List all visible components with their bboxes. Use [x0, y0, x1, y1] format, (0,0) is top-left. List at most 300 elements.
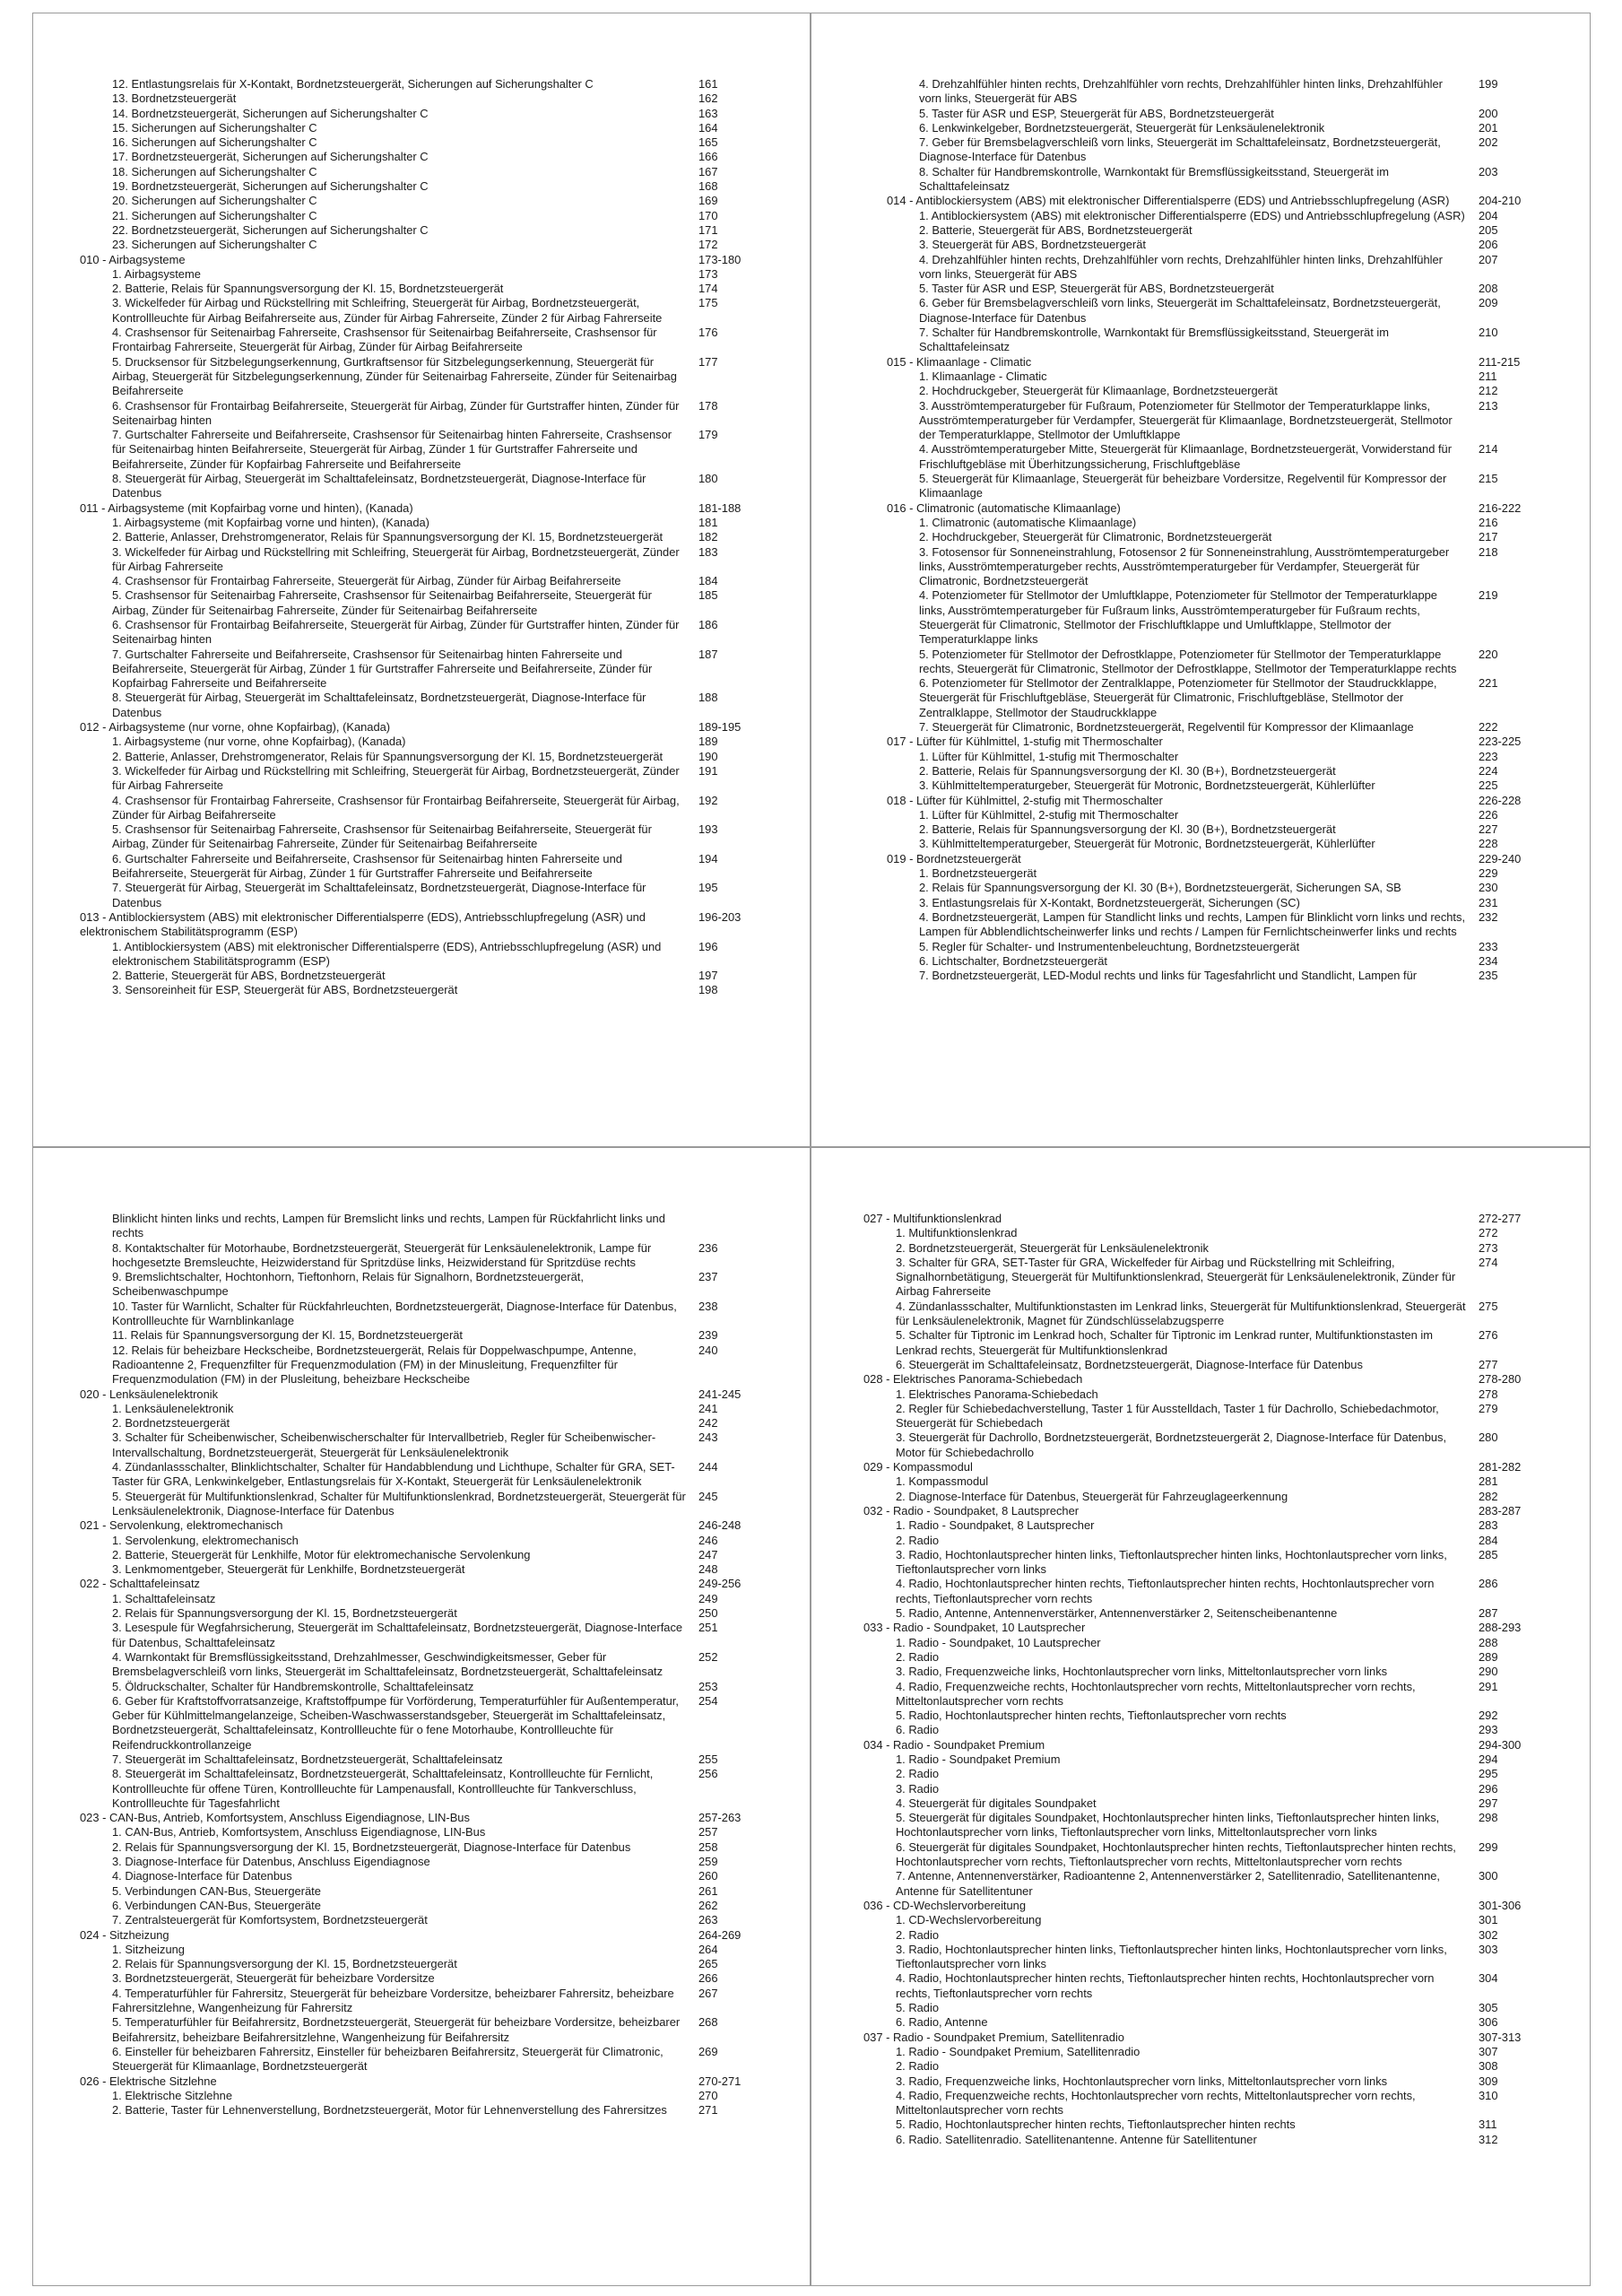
toc-entry: [887, 326, 1536, 355]
toc-entry-title: 034 - Radio - Soundpaket Premium: [863, 1737, 1045, 1752]
toc-entry: [80, 1562, 756, 1577]
toc-entry-page: 297: [1479, 1796, 1498, 1810]
toc-entry-title: 8. Steuergerät für Airbag, Steuergerät im Schalttafeleinsatz, Bordnetzsteuergerät, Diagnose-Interface für Datenbus: [112, 472, 646, 500]
toc-entry-page: 287: [1479, 1606, 1498, 1621]
toc-entry: [80, 1680, 756, 1694]
toc-entry: [80, 1241, 756, 1271]
toc-entry-page: 285: [1479, 1547, 1498, 1561]
toc-entry-title: 4. Zündanlassschalter, Multifunktionstasten im Lenkrad links, Steuergerät für Multifunktionslenkrad, Steuergerät für Lenksäulenelektronik, Magnet für Zündschlüsselabzugsperre: [896, 1299, 1466, 1328]
toc-entry-page: 236: [698, 1240, 718, 1255]
toc-entry-title: 11. Relais für Spannungsversorgung der Kl. 15, Bordnetzsteuergerät: [112, 1328, 464, 1343]
toc-entry-title: 6. Potenziometer für Stellmotor der Zentralklappe, Potenziometer für Stellmotor der Staudruckklappe, Steuergerät für Frischluftgebläse, Steuergerät für Climatronic, Frischluftgebläse, Stellmotor der Zentralklappe, Stellmotor der Staudruckklappe: [919, 676, 1437, 719]
toc-entry-title: 6. Crashsensor für Frontairbag Beifahrerseite, Steuergerät für Airbag, Zünder für Gurtstraffer hinten, Zünder für Seitenairbag hinten: [112, 617, 680, 647]
toc-entry: [863, 1971, 1536, 2001]
toc-entry-title: 1. Antiblockiersystem (ABS) mit elektronischer Differentialsperre (EDS), Antriebsschlupfregelung (ASR) und elektronischem Stabilitätsprogramm (ESP): [112, 939, 662, 968]
toc-entry-page: 241: [698, 1401, 718, 1415]
toc-entry-page: 204: [1479, 208, 1498, 222]
toc-entry-title: 5. Regler für Schalter- und Instrumentenbeleuchtung, Bordnetzsteuergerät: [919, 939, 1300, 953]
toc-entry-title: 2. Bordnetzsteuergerät: [112, 1416, 230, 1431]
toc-entry-title: 12. Entlastungsrelais für X-Kontakt, Bordnetzsteuergerät, Sicherungen auf Sicherungshalter C: [112, 77, 594, 91]
toc-entry: [863, 1767, 1536, 1781]
toc-entry: [80, 1767, 756, 1811]
toc-entry-title: 012 - Airbagsysteme (nur vorne, ohne Kopfairbag), (Kanada): [80, 720, 391, 735]
toc-entry-title: 2. Diagnose-Interface für Datenbus, Steuergerät für Fahrzeuglageerkennung: [896, 1489, 1288, 1503]
toc-entry-title: 4. Crashsensor für Seitenairbag Fahrerseite, Crashsensor für Seitenairbag Beifahrerseite, Crashsensor für Frontairbag Fahrerseite, Steuergerät für Airbag, Zünder für Airbag Beifahrerseite: [112, 326, 657, 354]
toc-entry: [887, 881, 1536, 895]
toc-entry-page: 194: [698, 851, 718, 865]
toc-entry: [887, 472, 1536, 501]
toc-entry-title: 2. Regler für Schiebedachverstellung, Taster 1 für Ausstelldach, Taster 1 für Dachrollo, Schiebedachmotor, Steuergerät für Schiebedach: [896, 1401, 1439, 1431]
toc-entry-page: 239: [698, 1328, 718, 1343]
toc-entry: [80, 1416, 756, 1431]
toc-entry-title: 7. Steuergerät für Climatronic, Bordnetzsteuergerät, Regelventil für Kompressor der Klimaanlage: [919, 720, 1414, 735]
toc-entry-title: 2. Radio: [896, 1533, 940, 1547]
toc-entry: [887, 896, 1536, 910]
toc-entry: [863, 1650, 1536, 1665]
toc-entry: [863, 1928, 1536, 1943]
toc-entry-title: 5. Radio, Hochtonlautsprecher hinten rechts, Tieftonlautsprecher vorn rechts: [896, 1709, 1287, 1723]
toc-page-3: [32, 1147, 811, 2286]
toc-entry-title: 024 - Sitzheizung: [80, 1927, 169, 1942]
toc-entry: [863, 1548, 1536, 1578]
toc-entry-title: 6. Radio. Satellitenradio. Satellitenantenne. Antenne für Satellitentuner: [896, 2132, 1257, 2146]
toc-entry-page: 301-306: [1479, 1898, 1522, 1912]
toc-section-entry: [80, 1387, 756, 1402]
toc-entry-page: 281-282: [1479, 1460, 1522, 1474]
toc-entry-title: 029 - Kompassmodul: [863, 1460, 973, 1474]
toc-entry-page: 204-210: [1479, 194, 1522, 208]
toc-entry: [80, 1694, 756, 1752]
toc-section-entry: [863, 2031, 1536, 2045]
toc-entry-title: 3. Schalter für Scheibenwischer, Scheibenwischerschalter für Intervallbetrieb, Regler für Scheibenwischer-Intervallschaltung, Bordnetzsteuergerät, Steuergerät für Lenksäulenelektronik: [112, 1431, 656, 1459]
toc-entry: [80, 194, 756, 208]
toc-entry-page: 261: [698, 1883, 718, 1898]
toc-entry-page: 197: [698, 969, 718, 983]
toc-entry: [80, 2015, 756, 2045]
toc-entry-page: 162: [698, 91, 718, 106]
toc-entry-title: 2. Radio: [896, 2059, 940, 2074]
toc-entry-page: 266: [698, 1971, 718, 1986]
toc-entry-page: 226: [1479, 807, 1498, 822]
toc-entry-title: 3. Wickelfeder für Airbag und Rückstellring mit Schleifring, Steuergerät für Airbag, Bordnetzsteuergerät, Zünder für Airbag Fahrerseite: [112, 544, 680, 573]
toc-entry-title: 15. Sicherungen auf Sicherungshalter C: [112, 120, 317, 135]
toc-entry-title: 3. Fotosensor für Sonneneinstrahlung, Fotosensor 2 für Sonneneinstrahlung, Ausströmtemperaturgeber links, Ausströmtemperaturgeber rechts, Ausströmtemperaturgeber für Verdampfer, Steuergerät für Climatronic, Bordnetzsteuergerät: [919, 544, 1450, 588]
toc-entry: [80, 135, 756, 150]
toc-entry-title: 1. Multifunktionslenkrad: [896, 1226, 1018, 1240]
toc-entry: [863, 1869, 1536, 1899]
toc-entry-title: 4. Ausströmtemperaturgeber Mitte, Steuergerät für Klimaanlage, Bordnetzsteuergerät, Vorwiderstand für Frischluftgebläse mit Überhitzungssicherung, Frischluftgebläse: [919, 442, 1452, 471]
toc-entry-page: 241-245: [698, 1387, 742, 1401]
toc-entry-page: 255: [698, 1752, 718, 1766]
toc-entry-page: 272-277: [1479, 1212, 1522, 1225]
toc-entry-page: 248: [698, 1562, 718, 1577]
toc-entry: [80, 1913, 756, 1927]
toc-entry: [80, 121, 756, 135]
toc-entry-page: 216-222: [1479, 500, 1522, 515]
toc-entry: [80, 574, 756, 588]
toc-entry-title: 12. Relais für beheizbare Heckscheibe, Bordnetzsteuergerät, Relais für Doppelwaschpumpe, Antenne, Radioantenne 2, Frequenzfilter für Frequenzmodulation (FM) in der Minusleitung, Frequenzfilter für Frequenzmodulation (FM) in der Plusleitung, beheizbare Heckscheibe: [112, 1343, 637, 1387]
toc-entry: [887, 121, 1536, 135]
toc-section-entry: [863, 1738, 1536, 1752]
toc-entry-page: 271: [698, 2103, 718, 2118]
toc-entry-title: 5. Radio, Antenne, Antennenverstärker, Antennenverstärker 2, Seitenscheibenantenne: [896, 1606, 1338, 1621]
toc-entry-title: 3. Lesespule für Wegfahrsicherung, Steuergerät im Schalttafeleinsatz, Bordnetzsteuergerät, Diagnose-Interface für Datenbus, Schalttafeleinsatz: [112, 1621, 683, 1649]
toc-entry-page: 246: [698, 1533, 718, 1547]
toc-entry-page: 259: [698, 1855, 718, 1869]
toc-entry: [887, 720, 1536, 735]
toc-entry-title: 021 - Servolenkung, elektromechanisch: [80, 1518, 283, 1533]
toc-entry-page: 308: [1479, 2059, 1498, 2074]
toc-entry: [887, 370, 1536, 384]
toc-entry-title: 2. Relais für Spannungsversorgung der Kl. 15, Bordnetzsteuergerät: [112, 1957, 457, 1971]
toc-entry-title: 2. Batterie, Relais für Spannungsversorgung der Kl. 15, Bordnetzsteuergerät: [112, 282, 504, 296]
toc-entry: [863, 1241, 1536, 1256]
toc-section-entry: [863, 1372, 1536, 1387]
toc-entry: [80, 1855, 756, 1869]
toc-entry: [863, 1226, 1536, 1240]
toc-entry: [863, 2015, 1536, 2030]
toc-entry-page: 273: [1479, 1240, 1498, 1255]
toc-entry: [863, 1358, 1536, 1372]
toc-entry-page: 206: [1479, 238, 1498, 252]
toc-entry-page: 182: [698, 530, 718, 544]
toc-entry-page: 291: [1479, 1679, 1498, 1693]
toc-entry-page: 171: [698, 222, 718, 237]
toc-entry-title: 3. Steuergerät für ABS, Bordnetzsteuergerät: [919, 238, 1146, 252]
toc-entry-page: 270-271: [698, 2074, 742, 2088]
toc-entry: [80, 794, 756, 823]
toc-entry-title: 6. Gurtschalter Fahrerseite und Beifahrerseite, Crashsensor für Seitenairbag hinten Fahrerseite und Beifahrerseite, Steuergerät für Airbag, Zünder 1 für Gurtstraffer Fahrerseite und Beifahrerseite: [112, 851, 622, 881]
toc-entry-page: 260: [698, 1869, 718, 1883]
toc-entry-title: 17. Bordnetzsteuergerät, Sicherungen auf Sicherungshalter C: [112, 150, 429, 164]
toc-entry-page: 179: [698, 428, 718, 442]
toc-entry-title: Blinklicht hinten links und rechts, Lampen für Bremslicht links und rechts, Lampen für Rückfahrlicht links und rechts: [112, 1212, 665, 1240]
toc-entry-title: 3. Entlastungsrelais für X-Kontakt, Bordnetzsteuergerät, Sicherungen (SC): [919, 895, 1300, 909]
toc-entry: [887, 442, 1536, 472]
toc-entry-title: 023 - CAN-Bus, Antrieb, Komfortsystem, Anschluss Eigendiagnose, LIN-Bus: [80, 1811, 470, 1825]
toc-entry-page: 228: [1479, 837, 1498, 851]
toc-entry-page: 175: [698, 296, 718, 310]
toc-entry-page: 191: [698, 763, 718, 778]
toc-entry-page: 265: [698, 1957, 718, 1971]
toc-entry: [80, 1606, 756, 1621]
toc-entry-title: 6. Steuergerät für digitales Soundpaket, Hochtonlautsprecher hinten rechts, Tieftonlautsprecher hinten rechts, Hochtonlautsprecher vorn rechts, Tieftonlautsprecher vorn rechts, Mitteltonlautsprecher vorn rechts: [896, 1839, 1456, 1869]
toc-entry-page: 263: [698, 1913, 718, 1927]
toc-entry-title: 016 - Climatronic (automatische Klimaanlage): [887, 500, 1121, 515]
toc-entry: [887, 107, 1536, 121]
toc-entry: [863, 1680, 1536, 1709]
toc-entry-page: 288: [1479, 1635, 1498, 1649]
toc-entry-page: 262: [698, 1898, 718, 1912]
toc-entry-title: 3. Wickelfeder für Airbag und Rückstellring mit Schleifring, Steuergerät für Airbag, Bordnetzsteuergerät, Kontrollleuchte für Airbag Beifahrerseite aus, Zünder für Airbag Fahrerseite, Zünder 2 für Airbag Fahrerseite: [112, 296, 663, 325]
toc-entry-page: 257-263: [698, 1811, 742, 1825]
toc-entry: [863, 1328, 1536, 1358]
toc-entry-page: 233: [1479, 939, 1498, 953]
toc-entry: [80, 822, 756, 852]
toc-entry: [887, 77, 1536, 107]
toc-entry-title: 4. Potenziometer für Stellmotor der Umluftklappe, Potenziometer für Stellmotor der Temperaturklappe links, Ausströmtemperaturgeber für Fußraum links, Ausströmtemperaturgeber für Fußraum rechts, Steuergerät für Climatronic, Stellmotor der Frischluftklappe und Umluftklappe, Stellmotor der Temperaturklappe links: [919, 588, 1437, 647]
toc-entry: [80, 472, 756, 501]
toc-entry: [80, 852, 756, 882]
toc-entry-title: 8. Steuergerät im Schalttafeleinsatz, Bordnetzsteuergerät, Schalttafeleinsatz, Kontrollleuchte für Fernlicht, Kontrollleuchte für offene Türen, Kontrollleuchte für Lampenausfall, Kontrollleuchte für Tankverschluss, Kontrollleuchte für Tagesfahrlicht: [112, 1767, 654, 1810]
toc-section-entry: [863, 1899, 1536, 1913]
toc-entry: [80, 1402, 756, 1416]
toc-entry-title: 6. Verbindungen CAN-Bus, Steuergeräte: [112, 1898, 321, 1912]
toc-entry: [80, 1490, 756, 1519]
toc-entry: [80, 764, 756, 794]
toc-entry: [80, 1899, 756, 1913]
toc-entry-page: 211: [1479, 369, 1497, 383]
toc-entry-page: 203: [1479, 164, 1498, 178]
toc-entry-title: 6. Lenkwinkelgeber, Bordnetzsteuergerät, Steuergerät für Lenksäulenelektronik: [919, 120, 1325, 135]
toc-entry: [863, 2059, 1536, 2074]
toc-entry: [863, 2118, 1536, 2132]
toc-entry-page: 224: [1479, 763, 1498, 778]
toc-entry-title: 4. Radio, Frequenzweiche rechts, Hochtonlautsprecher vorn rechts, Mitteltonlautsprecher vorn rechts, Mitteltonlautsprecher vorn rechts: [896, 2088, 1416, 2118]
toc-entry-page: 252: [698, 1649, 718, 1664]
toc-entry-title: 1. CD-Wechslervorbereitung: [896, 1913, 1042, 1927]
toc-entry: [887, 778, 1536, 793]
toc-entry: [887, 837, 1536, 851]
toc-entry: [80, 179, 756, 194]
toc-entry-page: 278: [1479, 1387, 1498, 1401]
toc-entry-page: 213: [1479, 398, 1498, 413]
toc-entry-title: 4. Temperaturfühler für Fahrersitz, Steuergerät für beheizbare Vordersitze, beheizbarer Fahrersitz, beheizbare Fahrersitzlehne, Wangenheizung für Fahrersitz: [112, 1986, 674, 2015]
toc-entry: [863, 1752, 1536, 1767]
toc-entry-page: 244: [698, 1460, 718, 1474]
toc-entry-page: 218: [1479, 544, 1498, 559]
toc-entry-page: 275: [1479, 1299, 1498, 1313]
toc-entry-title: 8. Schalter für Handbremskontrolle, Warnkontakt für Bremsflüssigkeitsstand, Steuergerät im Schalttafeleinsatz: [919, 164, 1389, 194]
toc-entry-title: 2. Bordnetzsteuergerät, Steuergerät für Lenksäulenelektronik: [896, 1240, 1209, 1255]
toc-entry-page: 295: [1479, 1767, 1498, 1781]
toc-entry-page: 307-313: [1479, 2030, 1522, 2044]
toc-entry-title: 3. Bordnetzsteuergerät, Steuergerät für beheizbare Vordersitze: [112, 1971, 435, 1986]
toc-entry-title: 2. Relais für Spannungsversorgung der Kl. 15, Bordnetzsteuergerät: [112, 1606, 457, 1621]
toc-entry: [863, 2001, 1536, 2015]
toc-entry: [887, 516, 1536, 530]
toc-entry-title: 5. Crashsensor für Seitenairbag Fahrerseite, Crashsensor für Seitenairbag Beifahrerseite, Steuergerät für Airbag, Zünder für Seitenairbag Fahrerseite, Zünder für Seitenairbag Beifahrerseite: [112, 588, 652, 617]
toc-entry-page: 174: [698, 282, 718, 296]
toc-entry: [863, 1796, 1536, 1811]
toc-entry-page: 299: [1479, 1839, 1498, 1854]
toc-entry-title: 6. Radio: [896, 1723, 940, 1737]
toc-entry-title: 026 - Elektrische Sitzlehne: [80, 2074, 217, 2088]
toc-entry: [80, 399, 756, 429]
toc-entry: [887, 588, 1536, 647]
toc-entry-title: 5. Schalter für Tiptronic im Lenkrad hoch, Schalter für Tiptronic im Lenkrad runter, Multifunktionstasten im Lenkrad rechts, Steuergerät für Multifunktionslenkrad: [896, 1328, 1433, 1357]
toc-entry-page: 292: [1479, 1709, 1498, 1723]
toc-entry: [863, 1300, 1536, 1329]
toc-entry-title: 5. Radio, Hochtonlautsprecher hinten rechts, Tieftonlautsprecher hinten rechts: [896, 2118, 1296, 2132]
toc-entry: [887, 940, 1536, 954]
toc-entry-title: 014 - Antiblockiersystem (ABS) mit elektronischer Differentialsperre (EDS) und Antriebsschlupfregelung (ASR): [887, 194, 1450, 208]
toc-entry-page: 208: [1479, 282, 1498, 296]
toc-entry-page: 246-248: [698, 1518, 742, 1533]
toc-entry-title: 5. Taster für ASR und ESP, Steuergerät für ABS, Bordnetzsteuergerät: [919, 106, 1274, 120]
toc-entry-page: 227: [1479, 822, 1498, 837]
toc-entry-page: 163: [698, 106, 718, 120]
toc-entry-page: 278-280: [1479, 1372, 1522, 1387]
toc-section-entry: [80, 1518, 756, 1533]
toc-entry-page: 186: [698, 617, 718, 631]
toc-entry-page: 202: [1479, 135, 1498, 150]
toc-entry-page: 219: [1479, 588, 1498, 603]
toc-entry-page: 247: [698, 1547, 718, 1561]
toc-entry-title: 3. Sensoreinheit für ESP, Steuergerät für ABS, Bordnetzsteuergerät: [112, 983, 458, 997]
toc-entry-page: 187: [698, 647, 718, 661]
toc-entry-title: 5. Drucksensor für Sitzbelegungserkennung, Gurtkraftsensor für Sitzbelegungserkennung, Steuergerät für Airbag, Steuergerät für Sitzbelegungserkennung, Zünder für Seitenairbag Fahrerseite, Zünder für Seitenairbag Beifahrerseite: [112, 354, 677, 398]
toc-entry: [80, 1840, 756, 1855]
toc-entry: [80, 1957, 756, 1971]
toc-section-entry: [887, 735, 1536, 749]
toc-section-entry: [80, 501, 756, 516]
toc-entry-page: 268: [698, 2015, 718, 2030]
toc-entry-title: 4. Radio, Hochtonlautsprecher hinten rechts, Tieftonlautsprecher hinten rechts, Hochtonlautsprecher vorn rechts, Tieftonlautsprecher vorn rechts: [896, 1971, 1435, 2000]
toc-entry-title: 3. Steuergerät für Dachrollo, Bordnetzsteuergerät, Bordnetzsteuergerät 2, Diagnose-Interface für Datenbus, Motor für Schiebedachrollo: [896, 1431, 1447, 1459]
toc-entry-title: 1. Airbagsysteme (nur vorne, ohne Kopfairbag), (Kanada): [112, 735, 406, 749]
toc-section-entry: [887, 794, 1536, 808]
toc-entry-title: 3. Kühlmitteltemperaturgeber, Steuergerät für Motronic, Bordnetzsteuergerät, Kühlerlüfter: [919, 778, 1375, 793]
toc-entry-title: 2. Batterie, Steuergerät für Lenkhilfe, Motor für elektromechanische Servolenkung: [112, 1547, 531, 1561]
toc-section-entry: [80, 1577, 756, 1591]
toc-entry: [80, 735, 756, 749]
toc-entry-page: 201: [1479, 120, 1498, 135]
toc-entry: [80, 750, 756, 764]
toc-entry: [80, 648, 756, 691]
toc-entry-title: 1. Kompassmodul: [896, 1474, 989, 1489]
toc-entry-title: 1. Schalttafeleinsatz: [112, 1591, 216, 1605]
toc-entry: [863, 1811, 1536, 1840]
toc-entry-title: 13. Bordnetzsteuergerät: [112, 91, 237, 106]
toc-entry-page: 221: [1479, 676, 1498, 691]
toc-entry: [863, 1709, 1536, 1723]
toc-entry-title: 2. Relais für Spannungsversorgung der Kl. 15, Bordnetzsteuergerät, Diagnose-Interface für Datenbus: [112, 1839, 631, 1854]
toc-entry-title: 3. Schalter für GRA, SET-Taster für GRA, Wickelfeder für Airbag und Rückstellring mit Schleifring, Signalhornbetätigung, Steuergerät für Multifunktionslenkrad, Steuergerät für Lenksäulenelektronik, Zünder für Airbag Fahrerseite: [896, 1255, 1456, 1299]
toc-entry-title: 5. Radio: [896, 2001, 940, 2015]
toc-entry-page: [698, 1212, 756, 1241]
toc-entry-title: 1. Sitzheizung: [112, 1942, 185, 1956]
toc-entry: [887, 954, 1536, 969]
toc-entry-page: 253: [698, 1679, 718, 1693]
toc-entry-title: 4. Steuergerät für digitales Soundpaket: [896, 1796, 1097, 1810]
toc-entry-page: 309: [1479, 2074, 1498, 2088]
toc-entry-page: 180: [698, 472, 718, 486]
toc-entry-title: 2. Radio: [896, 1649, 940, 1664]
toc-entry: [80, 940, 756, 970]
toc-entry-title: 028 - Elektrisches Panorama-Schiebedach: [863, 1372, 1083, 1387]
toc-entry: [887, 808, 1536, 822]
toc-entry-page: 312: [1479, 2132, 1498, 2146]
toc-entry: [887, 530, 1536, 544]
toc-entry: [80, 545, 756, 575]
toc-entry: [80, 691, 756, 720]
toc-entry-title: 19. Bordnetzsteuergerät, Sicherungen auf Sicherungshalter C: [112, 179, 429, 194]
toc-entry-page: 189: [698, 735, 718, 749]
toc-entry-title: 4. Warnkontakt für Bremsflüssigkeitsstand, Drehzahlmesser, Geschwindigkeitsmesser, Geber für Bremsbelagverschleiß vorn links, Steuergerät im Schalttafeleinsatz, Bordnetzsteuergerät, Schalttafeleinsatz: [112, 1649, 664, 1679]
toc-entry: [887, 253, 1536, 283]
toc-entry: [80, 1300, 756, 1329]
toc-entry-title: 2. Batterie, Relais für Spannungsversorgung der Kl. 30 (B+), Bordnetzsteuergerät: [919, 763, 1336, 778]
toc-entry: [80, 588, 756, 618]
toc-section-entry: [863, 1621, 1536, 1635]
toc-entry-title: 1. Bordnetzsteuergerät: [919, 866, 1037, 881]
toc-entry-title: 14. Bordnetzsteuergerät, Sicherungen auf Sicherungshalter C: [112, 106, 429, 120]
toc-entry-page: 199: [1479, 77, 1498, 91]
toc-entry-title: 8. Kontaktschalter für Motorhaube, Bordnetzsteuergerät, Steuergerät für Lenksäulenelektronik, Lampe für hochgesetzte Bremsleuchte, Heizwiderstand für Spritzdüse links, Heizwiderstand für Spritzdüse rechts: [112, 1240, 652, 1269]
toc-entry: [887, 969, 1536, 983]
toc-entry-title: 3. Radio: [896, 1781, 940, 1796]
toc-entry-title: 9. Bremslichtschalter, Hochtonhorn, Tieftonhorn, Relais für Signalhorn, Bordnetzsteuergerät, Scheibenwaschpumpe: [112, 1270, 584, 1299]
toc-entry: [80, 355, 756, 399]
toc-entry-page: 211-215: [1479, 354, 1521, 369]
toc-entry-title: 2. Batterie, Anlasser, Drehstromgenerator, Relais für Spannungsversorgung der Kl. 15, Bordnetzsteuergerät: [112, 530, 664, 544]
toc-entry: [887, 676, 1536, 720]
toc-entry-title: 019 - Bordnetzsteuergerät: [887, 851, 1021, 865]
toc-entry-title: 5. Verbindungen CAN-Bus, Steuergeräte: [112, 1883, 321, 1898]
toc-entry-title: 2. Batterie, Anlasser, Drehstromgenerator, Relais für Spannungsversorgung der Kl. 15, Bordnetzsteuergerät: [112, 749, 664, 763]
toc-entry-page: 223: [1479, 749, 1498, 763]
toc-entry: [80, 2045, 756, 2074]
toc-entry: [80, 107, 756, 121]
toc-entry-page: 290: [1479, 1665, 1498, 1679]
toc-entry-title: 2. Hochdruckgeber, Steuergerät für Climatronic, Bordnetzsteuergerät: [919, 530, 1272, 544]
toc-entry-title: 6. Radio, Antenne: [896, 2015, 988, 2030]
toc-entry-page: 282: [1479, 1489, 1498, 1503]
toc-entry-page: 183: [698, 544, 718, 559]
toc-entry: [863, 1518, 1536, 1533]
toc-entry-title: 3. Radio, Frequenzweiche links, Hochtonlautsprecher vorn links, Mitteltonlautsprecher vorn links: [896, 1665, 1388, 1679]
toc-entry: [80, 223, 756, 238]
toc-entry-title: 1. Klimaanlage - Climatic: [919, 369, 1047, 383]
toc-entry-page: 196-203: [698, 909, 742, 924]
toc-entry-page: 184: [698, 574, 718, 588]
toc-page-2: [811, 13, 1591, 1147]
toc-entry: [80, 1212, 756, 1241]
toc-entry: [80, 326, 756, 355]
toc-entry-page: 293: [1479, 1723, 1498, 1737]
toc-entry: [80, 1621, 756, 1650]
toc-entry-page: 192: [698, 793, 718, 807]
toc-entry-title: 2. Batterie, Relais für Spannungsversorgung der Kl. 30 (B+), Bordnetzsteuergerät: [919, 822, 1336, 837]
toc-entry-title: 015 - Klimaanlage - Climatic: [887, 354, 1032, 369]
toc-entry-title: 011 - Airbagsysteme (mit Kopfairbag vorne und hinten), (Kanada): [80, 500, 413, 515]
toc-entry-page: 311: [1479, 2118, 1497, 2132]
toc-entry: [863, 1840, 1536, 1870]
toc-entry: [80, 1943, 756, 1957]
toc-entry-title: 3. Lenkmomentgeber, Steuergerät für Lenkhilfe, Bordnetzsteuergerät: [112, 1562, 465, 1577]
toc-entry-title: 3. Radio, Frequenzweiche links, Hochtonlautsprecher vorn links, Mitteltonlautsprecher vorn links: [896, 2074, 1388, 2088]
toc-entry: [887, 223, 1536, 238]
toc-entry-title: 1. Lüfter für Kühlmittel, 2-stufig mit Thermoschalter: [919, 807, 1179, 822]
toc-entry-title: 5. Taster für ASR und ESP, Steuergerät für ABS, Bordnetzsteuergerät: [919, 282, 1274, 296]
toc-entry: [80, 428, 756, 472]
toc-entry-title: 16. Sicherungen auf Sicherungshalter C: [112, 135, 317, 150]
toc-entry: [863, 1782, 1536, 1796]
toc-entry-page: 242: [698, 1416, 718, 1431]
toc-entry: [887, 165, 1536, 195]
toc-entry-page: 235: [1479, 969, 1498, 983]
toc-entry-page: 189-195: [698, 720, 742, 735]
toc-entry-title: 2. Hochdruckgeber, Steuergerät für Klimaanlage, Bordnetzsteuergerät: [919, 384, 1278, 398]
toc-entry-title: 4. Bordnetzsteuergerät, Lampen für Standlicht links und rechts, Lampen für Blinklicht vorn links und rechts, Lampen für Abblendlichtscheinwerfer links und rechts / Lampen für Fernlichtscheinwerfer links und rechts: [919, 909, 1466, 939]
toc-entry-title: 6. Geber für Kraftstoffvorratsanzeige, Kraftstoffpumpe für Vorförderung, Temperaturfühler für Außentemperatur, Geber für Kühlmittelmangelanzeige, Scheiben-Waschwasserstandsgeber, Steuergerät im Schalttafeleinsatz, Bordnetzsteuergerät, Schalttafeleinsatz, Kontrollleuchte für o fene Motorhaube, Kontrollleuchte für Reifendruckkontrollanzeige: [112, 1693, 679, 1752]
toc-entry-page: 250: [698, 1606, 718, 1621]
toc-entry-title: 7. Steuergerät im Schalttafeleinsatz, Bordnetzsteuergerät, Schalttafeleinsatz: [112, 1752, 503, 1766]
toc-section-entry: [80, 910, 756, 940]
toc-entry-title: 027 - Multifunktionslenkrad: [863, 1212, 1002, 1225]
toc-entry: [887, 866, 1536, 881]
